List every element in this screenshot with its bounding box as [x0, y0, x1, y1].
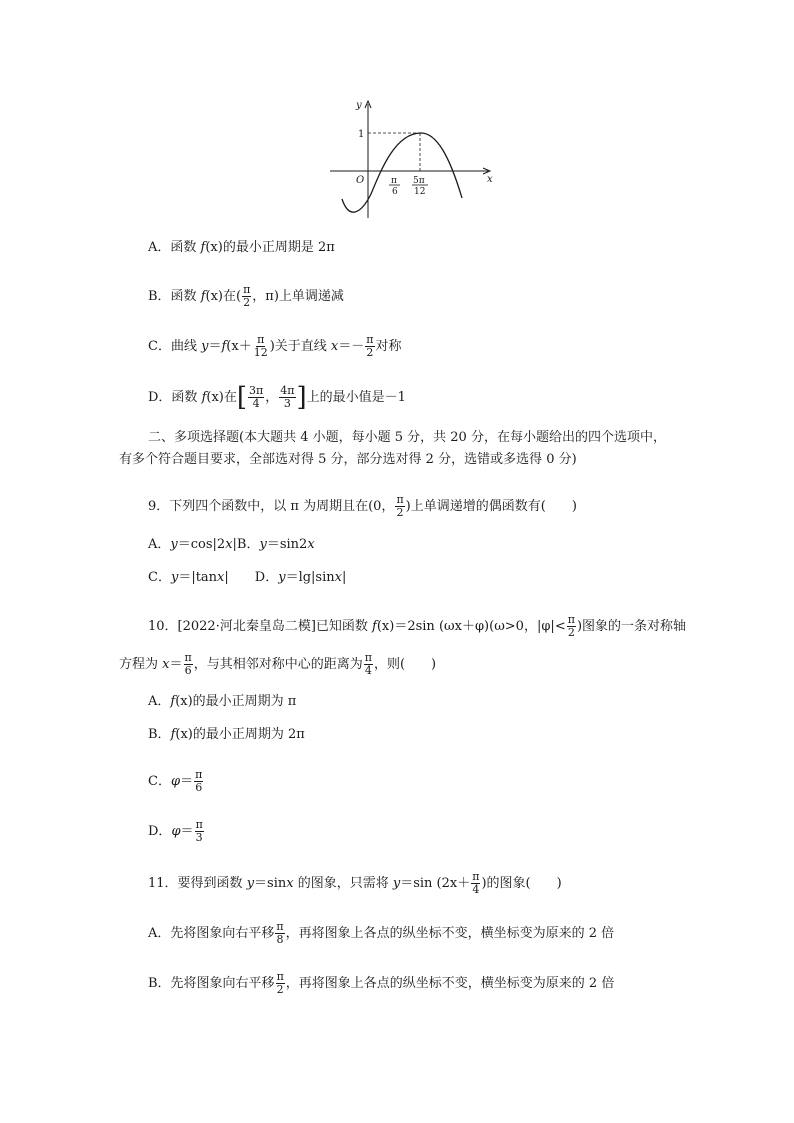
math-arg: (x) [205, 240, 223, 255]
math-y: y [201, 339, 209, 354]
q8-option-c [148, 334, 402, 359]
option-label: C． [148, 570, 171, 585]
numerator: π [195, 768, 203, 781]
tick-pi6-num: π [391, 176, 397, 186]
origin-label: O [356, 175, 365, 186]
option-text: 在 [223, 390, 237, 405]
denominator: 3 [195, 831, 203, 844]
y-axis-label: y [356, 100, 362, 111]
option-text: ＝cos|2 [177, 537, 226, 552]
fraction [275, 921, 284, 946]
option-label: A．函数 [148, 240, 201, 255]
option-label: D．函数 [148, 390, 202, 405]
option-text: 对称 [375, 339, 402, 354]
math-eq: ＝ [208, 339, 222, 354]
fraction [248, 385, 264, 410]
math-eq: ＝ [180, 824, 194, 839]
stem-text: )的图象( ) [481, 876, 562, 891]
denominator: 4 [364, 664, 372, 677]
math-y: y [170, 570, 179, 585]
denominator: 4 [472, 883, 480, 896]
math-x: x [307, 537, 315, 552]
numerator: π [195, 818, 203, 831]
math-x: x [286, 876, 294, 891]
math-f: f [200, 240, 206, 255]
option-label: A． [148, 537, 171, 552]
option-label: B． [148, 727, 171, 742]
denominator: 4 [252, 397, 260, 410]
stem-text: )图象的一条对称轴 [576, 619, 687, 634]
fraction [276, 971, 285, 996]
math-x: x [334, 570, 342, 585]
math-phi: φ [170, 774, 181, 789]
math-x: x [330, 339, 339, 354]
q10-stem-line1 [148, 614, 686, 639]
fraction [253, 334, 269, 359]
option-text: )关于直线 [269, 339, 331, 354]
denominator: 8 [276, 933, 284, 946]
right-bracket: ] [296, 382, 307, 413]
math-y: y [278, 570, 286, 585]
stem-text: 10．[2022·河北秦皇岛二模]已知函数 [148, 619, 373, 634]
math-x: x [225, 537, 233, 552]
y-tick-one: 1 [358, 129, 365, 140]
fraction [364, 652, 373, 677]
q10-option-a [148, 694, 296, 710]
stem-text: ，则( ) [373, 657, 437, 672]
numerator: 3π [249, 384, 264, 397]
section2-line2: 有多个符合题目要求，全部选对得 5 分，部分选对得 2 分，选错或多选得 0 分) [119, 452, 577, 467]
q8-option-b [148, 284, 344, 309]
q8-option-a [148, 240, 335, 256]
option-text: 的最小正周期是 2π [222, 240, 335, 255]
q9-options-cd [148, 570, 346, 586]
stem-text: )上单调递增的偶函数有( ) [405, 499, 577, 514]
denominator: 2 [396, 506, 404, 519]
math-arg: (x) [206, 390, 224, 405]
math-x: x [217, 570, 225, 585]
math-f: f [372, 619, 377, 634]
option-label: A． [148, 694, 171, 709]
fraction [195, 819, 204, 844]
denominator: 2 [276, 983, 284, 996]
math-y: y [259, 537, 267, 552]
q11-stem [148, 871, 562, 896]
fraction [242, 284, 251, 309]
q8-option-d [148, 382, 406, 413]
math-f: f [221, 339, 227, 354]
numerator: π [276, 920, 284, 933]
option-text: 上的最小值是－1 [306, 390, 406, 405]
tick-5pi12-den: 12 [414, 187, 426, 197]
option-label: | D． [224, 570, 279, 585]
fraction [365, 334, 374, 359]
sine-curve [342, 133, 462, 212]
stem-text: ＝sin (2x＋ [400, 876, 471, 891]
stem-text: ＝sin [254, 876, 287, 891]
q10-option-b [148, 727, 305, 743]
option-label: D． [148, 824, 172, 839]
numerator: π [184, 651, 192, 664]
q11-option-a [148, 921, 614, 946]
numerator: π [396, 493, 404, 506]
option-text: ，再将图象上各点的纵坐标不变，横坐标变为原来的 2 倍 [285, 926, 615, 941]
numerator: 4π [280, 384, 295, 397]
option-text: ＝sin2 [266, 537, 308, 552]
math-eq: ＝－ [338, 339, 365, 354]
fraction [184, 652, 193, 677]
option-text: ，再将图象上各点的纵坐标不变，横坐标变为原来的 2 倍 [285, 976, 615, 991]
q9-stem [148, 494, 577, 519]
q9-options-ab [148, 537, 315, 553]
math-f: f [170, 727, 176, 742]
math-f: f [201, 390, 207, 405]
stem-text: 11．要得到函数 [148, 876, 247, 891]
option-text: 在( [222, 289, 242, 304]
option-label: C．曲线 [148, 339, 202, 354]
numerator: π [366, 333, 374, 346]
fraction [194, 769, 203, 794]
stem-text: ，与其相邻对称中心的距离为 [193, 657, 363, 672]
function-graph [325, 98, 500, 223]
option-text: ＝lg|sin [285, 570, 335, 585]
stem-text: 的图象，只需将 [293, 876, 393, 891]
q10-option-d [148, 819, 205, 844]
option-text: B．先将图象向右平移 [148, 976, 275, 991]
q11-option-b [148, 971, 614, 996]
q10-option-c [148, 769, 204, 794]
numerator: π [364, 651, 372, 664]
math-y: y [392, 876, 401, 891]
option-text: | [341, 570, 347, 585]
section2-line1: 二、多项选择题(本大题共 4 小题，每小题 5 分，共 20 分，在每小题给出的四个选项中， [148, 430, 666, 445]
denominator: 2 [366, 346, 374, 359]
math-phi: φ [171, 824, 181, 839]
denominator: 12 [253, 346, 268, 359]
option-text: (x)的最小正周期为 π [175, 694, 297, 709]
numerator: π [472, 870, 480, 883]
option-label: C． [148, 774, 171, 789]
fraction [279, 385, 295, 410]
option-label: |B． [232, 537, 260, 552]
math-eq: ＝ [169, 657, 183, 672]
math-eq: ＝ [180, 774, 194, 789]
stem-text: 9．下列四个函数中，以 π 为周期且在(0， [148, 499, 395, 514]
x-axis-label: x [487, 174, 493, 185]
numerator: π [567, 613, 575, 626]
option-text: (x)的最小正周期为 2π [175, 727, 305, 742]
math-arg: (x [226, 339, 239, 354]
denominator: 3 [283, 397, 291, 410]
numerator: π [257, 333, 265, 346]
option-text: ，π)上单调递减 [252, 289, 344, 304]
comma: ， [265, 390, 279, 405]
math-arg: (x) [205, 289, 223, 304]
tick-pi6-den: 6 [392, 187, 398, 197]
math-x: x [162, 657, 170, 672]
denominator: 6 [195, 781, 203, 794]
stem-text: 方程为 [119, 657, 163, 672]
left-bracket: [ [236, 382, 248, 413]
numerator: π [276, 970, 284, 983]
math-y: y [170, 537, 178, 552]
denominator: 2 [243, 296, 251, 309]
denominator: 6 [184, 664, 192, 677]
math-y: y [246, 876, 255, 891]
tick-5pi12-num: 5π [413, 176, 425, 186]
math-f: f [200, 289, 206, 304]
numerator: π [243, 283, 251, 296]
math-plus: ＋ [238, 339, 252, 354]
option-label: B．函数 [148, 289, 201, 304]
option-text: ＝|tan [178, 570, 218, 585]
stem-text: (x)＝2sin (ωx＋φ)(ω>0，|φ|< [376, 619, 566, 634]
option-text: A．先将图象向右平移 [148, 926, 275, 941]
q10-stem-line2 [119, 652, 436, 677]
denominator: 2 [567, 626, 575, 639]
math-f: f [170, 694, 176, 709]
fraction [471, 871, 480, 896]
fraction [395, 494, 404, 519]
fraction [567, 614, 576, 639]
